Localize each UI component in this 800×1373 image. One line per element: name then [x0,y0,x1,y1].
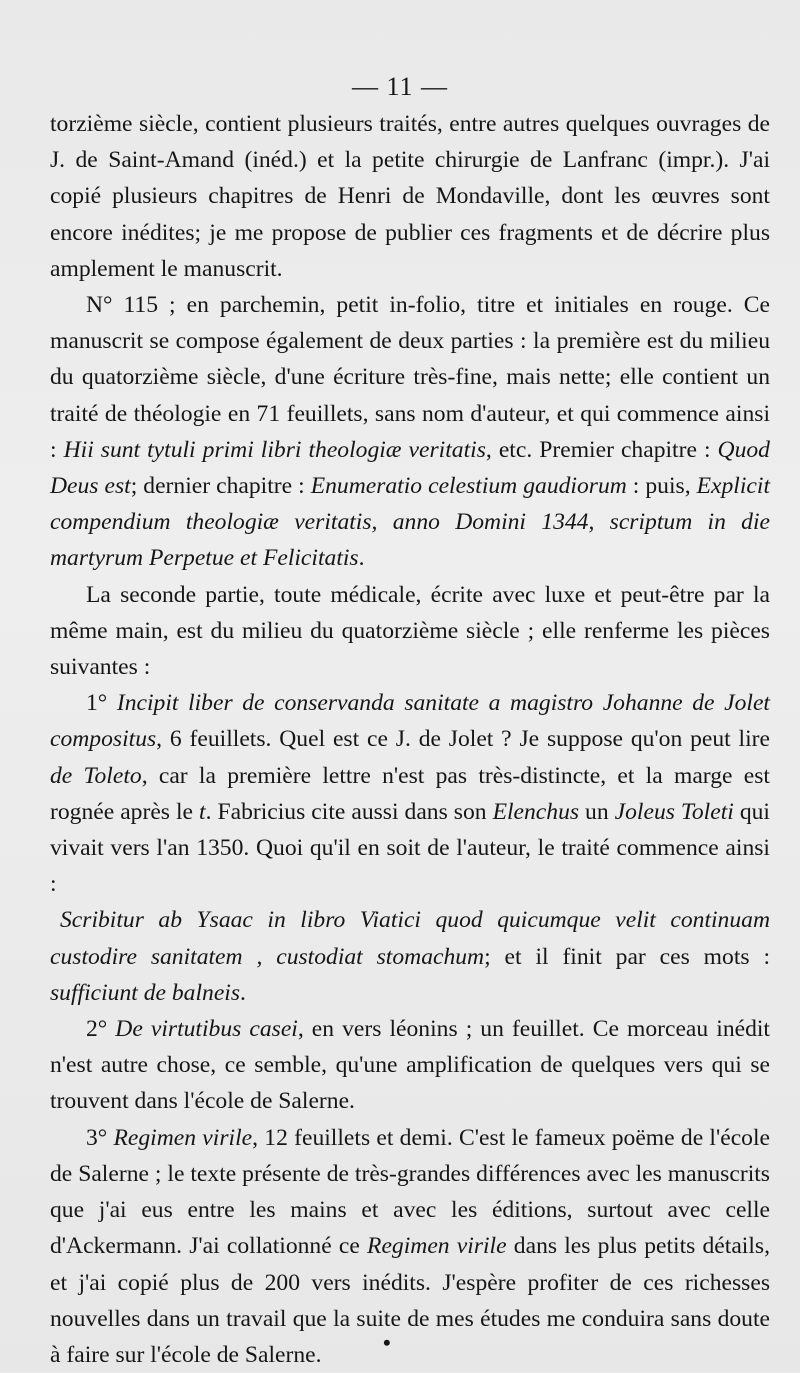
p2-text-e: ; dernier chapitre : [130,473,311,500]
p7-text-a: 3° [86,1124,114,1151]
p2-text-a: N° 115 ; en parchemin, petit in-folio, titre et initiales en rouge. Ce manuscrit se compose également de deux parties : la première est du milieu du quatorzième siècle, d'une écriture très-fine, mais nette; elle contient un traité de théologie en 71 feuillets, sans nom d'auteur, et qui commence ainsi : [50,292,770,463]
paragraph-3: La seconde partie, toute médicale, écrite avec luxe et peut-être par la même main, est du milieu du quatorzième siècle ; elle renferme les pièces suivantes : [50,581,770,681]
p7-italic-regimen-2: Regimen virile [367,1233,507,1260]
p4-text-g: . Fabricius cite aussi dans son [205,798,493,825]
p4-text-e: , car la première lettre n'est pas très-distincte, et la marge est rognée après le [50,762,770,825]
p2-italic-explicit: Explicit compendium theologiæ veritatis, anno Domini 1344, scriptum in die martyrum Perpetue et Felicitatis [50,473,770,572]
p4-italic-joleus: Joleus Toleti [614,798,734,825]
p4-text-i: un [579,798,615,825]
paragraph-5 [50,902,770,1011]
p2-text-g: : puis, [626,473,697,500]
p5-text-d: . [240,979,246,1006]
p5-italic-scribitur: Scribitur ab Ysaac in libro Viatici quod quicumque velit continuam custodire sanitatem , custodiat stomachum [50,907,770,970]
page-number-header: — 11 — [351,72,449,101]
paragraph-4 [50,685,770,902]
p2-text-c: , etc. Premier chapitre : [485,436,718,463]
paragraph-1: torzième siècle, contient plusieurs traités, entre autres quelques ouvrages de J. de Saint-Amand (inéd.) et la petite chirurgie de Lanfranc (impr.). J'ai copié plusieurs chapitres de Henri de Mondaville, dont les œuvres sont encore inédites; je me propose de publier ces fragments et de décrire plus amplement le manuscrit. [50,111,770,282]
p4-italic-elenchus: Elenchus [492,798,580,825]
p4-text-k: qui vivait vers l'an 1350. Quoi qu'il en soit de l'auteur, le traité commence ainsi : [50,798,770,898]
page-text [50,106,770,1373]
p2-text-i: . [358,545,365,572]
p7-text-e: dans les plus petits détails, et j'ai copié plus de 200 vers inédits. J'espère profiter de ces richesses nouvelles dans un travail que la suite de mes études me conduira sans doute à faire sur l'école de Salerne. [50,1233,770,1368]
paragraph-6 [50,1011,770,1120]
p7-italic-regimen: Regimen virile [113,1124,253,1151]
p4-italic-incipit: Incipit liber de conservanda sanitate a magistro Johanne de Jolet compositus [50,690,770,753]
p2-italic-title: Hii sunt tytuli primi libri theologiæ veritatis [63,436,486,463]
p5-text-b: ; et il finit par ces mots : [484,943,771,970]
p4-italic-t: t [199,798,206,825]
p6-italic-de-virtutibus: De virtutibus casei [115,1016,298,1043]
p4-text-a: 1° [86,690,117,717]
p2-italic-first-chapter: Quod Deus est [50,436,770,500]
p6-text-a: 2° [86,1016,116,1043]
p4-italic-de-toleto: de Toleto [50,762,142,789]
p2-italic-last-chapter: Enumeratio celestium gaudiorum [310,473,627,500]
paragraph-2 [50,287,770,577]
p4-text-c: , 6 feuillets. Quel est ce J. de Jolet ? Je suppose qu'on peut lire [156,726,770,753]
paragraph-7 [50,1120,770,1373]
footer-mark: • [383,1330,391,1355]
p5-italic-sufficiunt: sufficiunt de balneis [50,979,241,1006]
p6-text-c: , en vers léonins ; un feuillet. Ce morceau inédit n'est autre chose, ce semble, qu'une amplification de quelques vers qui se trouvent dans l'école de Salerne. [50,1016,770,1115]
p7-text-c: , 12 feuillets et demi. C'est le fameux poëme de l'école de Salerne ; le texte présente de très-grandes différences avec les manuscrits que j'ai eus entre les mains et avec les éditions, surtout avec celle d'Ackermann. J'ai collationné ce [50,1124,770,1260]
